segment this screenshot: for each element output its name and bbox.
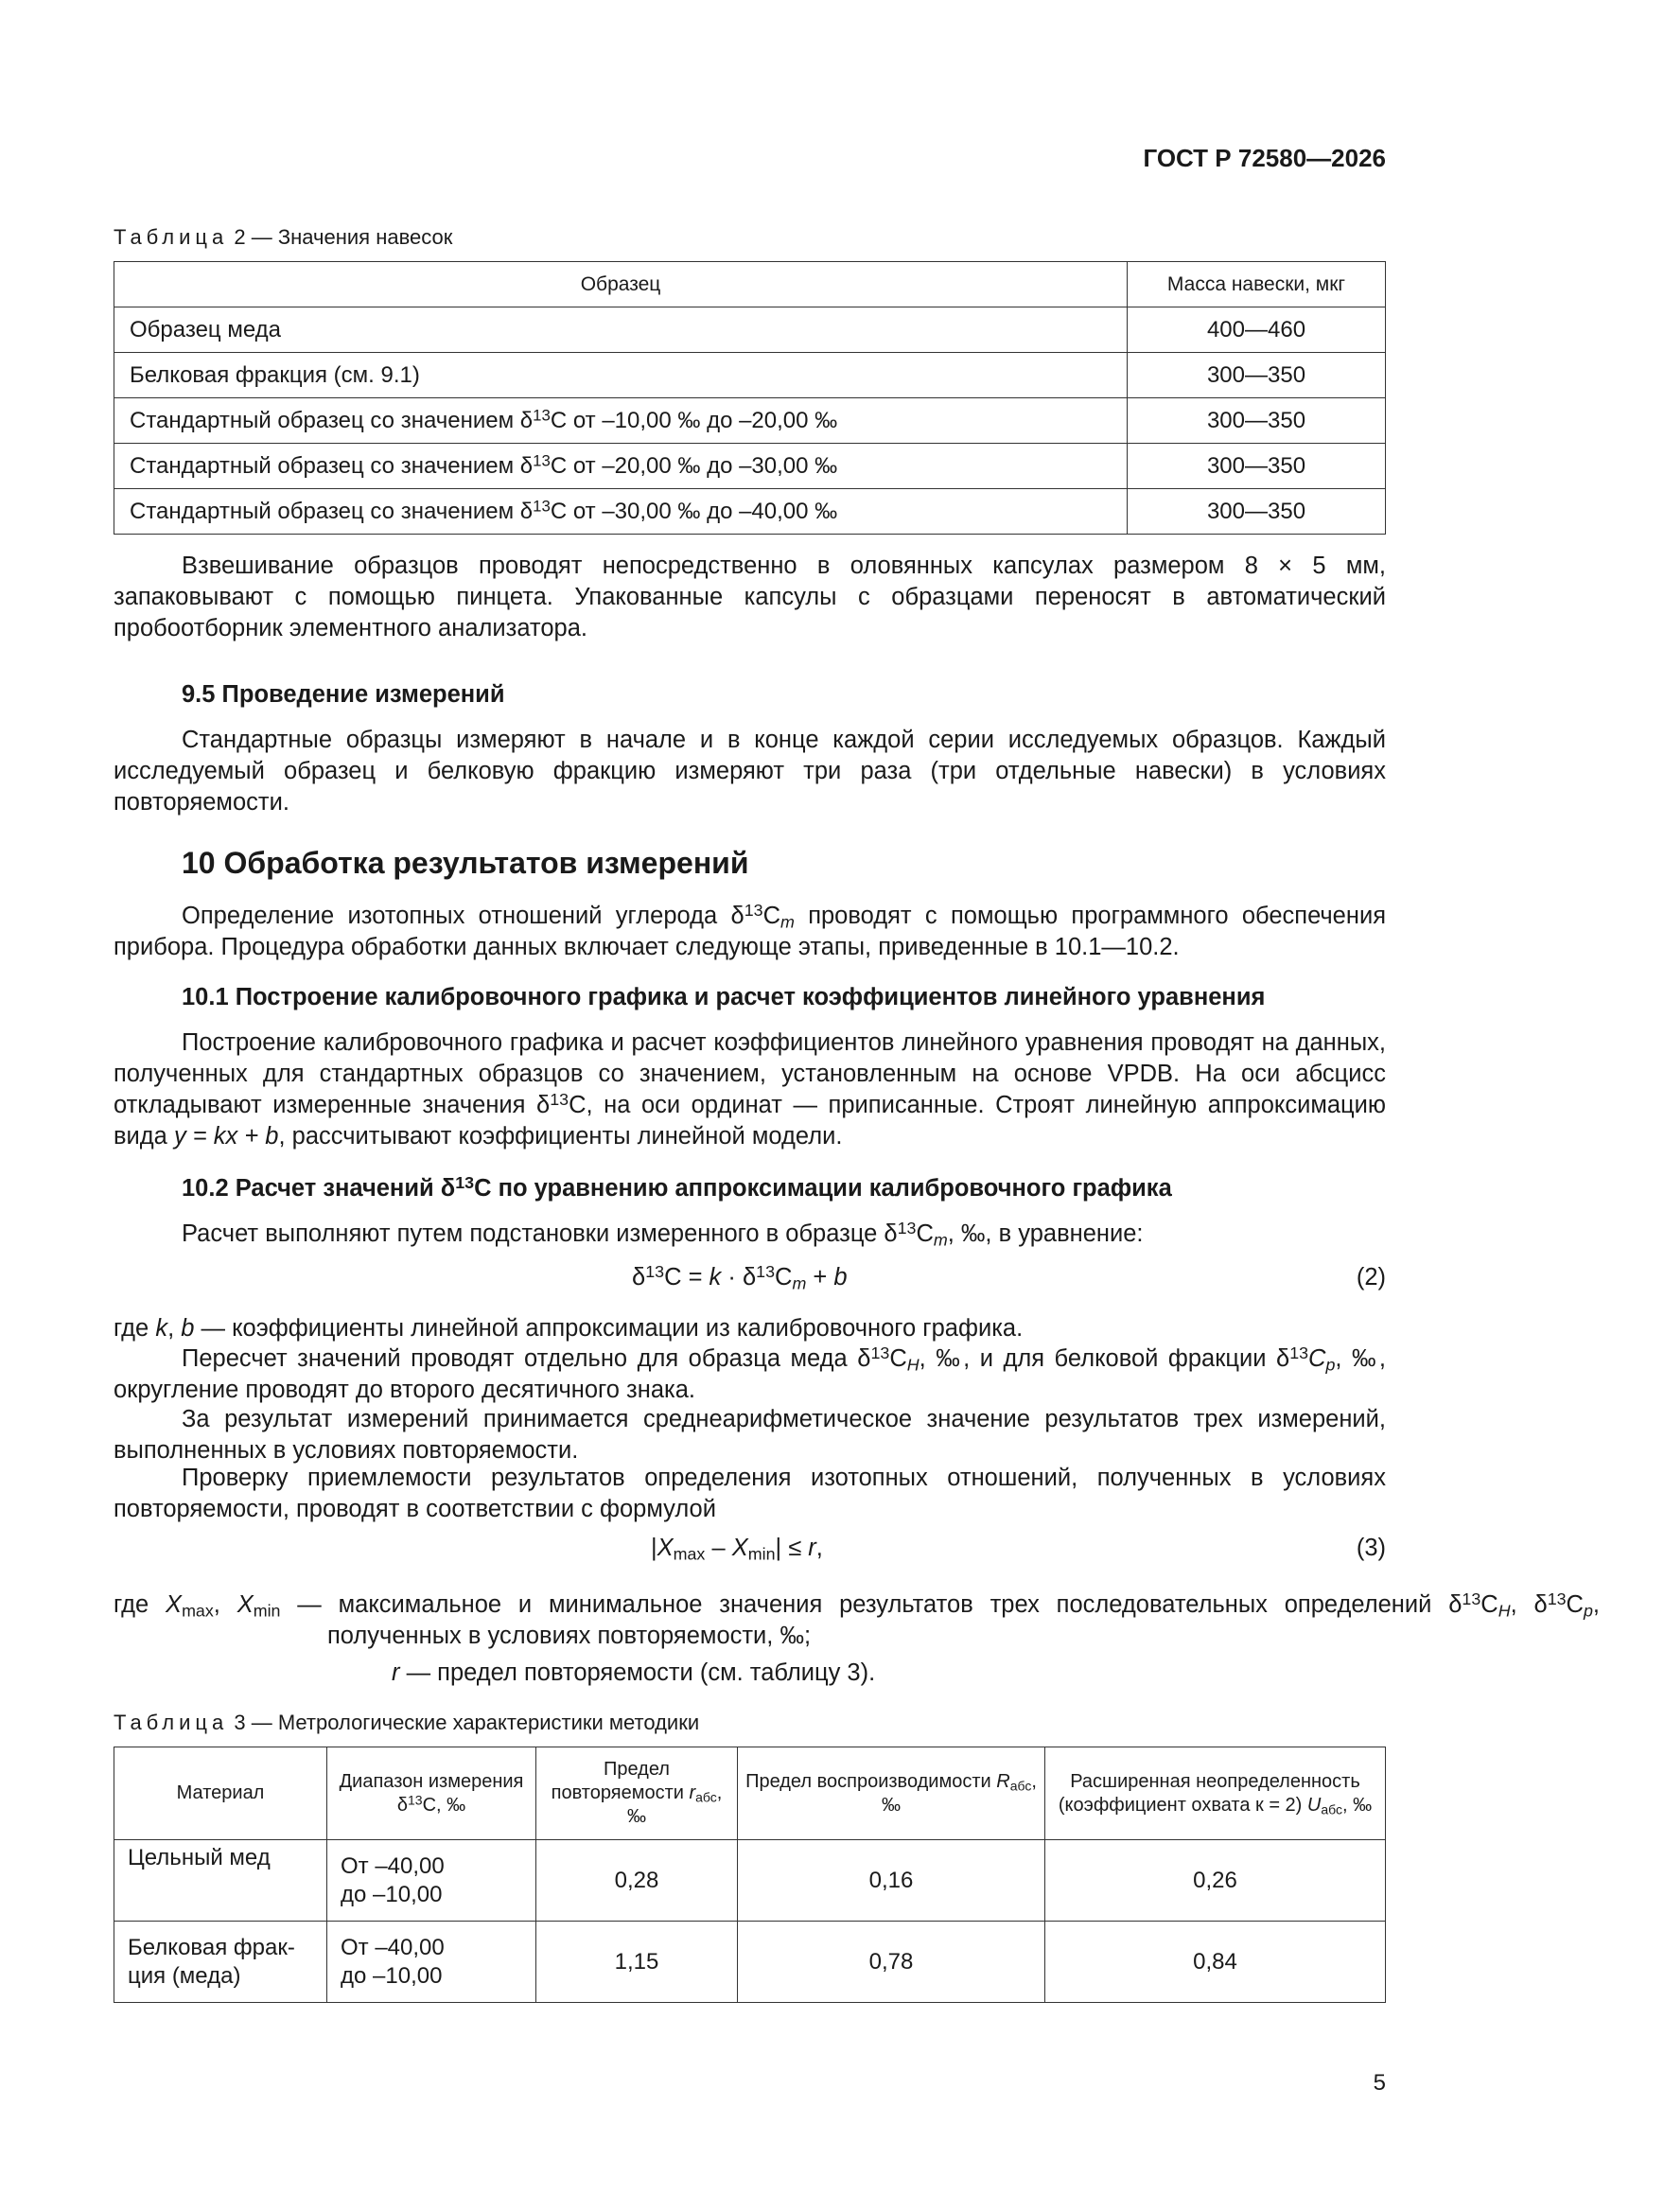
material-cell: Цельный мед [114,1840,327,1922]
paragraph-weighing: Взвешивание образцов проводят непосредственно в оловянных капсулах размером 8 × 5 мм, запаковывают с помощью пинцета. Упакованные капсулы с образцами переносят в автоматический пробоотборник элементного анализатора. [114,553,1386,641]
col-range: Диапазон измерения $\delta^{13}C$, ‰ [327,1747,536,1840]
col-mass: Масса навески, мкг [1128,262,1386,307]
reproducibility-cell: 0,78 [738,1922,1045,2003]
sample-mass: 300—350 [1128,398,1386,444]
where-k-b: где k, b — коэффициенты линейной аппроксимации из калибровочного графика. [114,1315,1024,1342]
col-sample: Образец [114,262,1128,307]
table3-header-row [114,1747,1386,1840]
uncertainty-cell: 0,84 [1045,1922,1386,2003]
section-10-2-title: 10.2 Расчет значений $\delta^{13}С$ по уравнению аппроксимации калибровочного графика [182,1172,1172,1202]
result-paragraph: За результат измерений принимается среднеарифметическое значение результатов трех измерений, выполненных в условиях повторяемости. [114,1406,1386,1464]
table2 [114,261,1386,535]
where-r: r — предел повторяемости (см. таблицу 3). [392,1659,876,1686]
reproducibility-cell: 0,16 [738,1840,1045,1922]
range-cell: От –40,00 до –10,00 [327,1922,536,2003]
table3 [114,1747,1386,2003]
sample-mass: 300—350 [1128,444,1386,489]
material-cell: Белковая фрак- ция (меда) [114,1922,327,2003]
sample-name: Белковая фракция (см. 9.1) [114,353,1128,398]
where-xmax-xmin: где $X_{max}$, $X_{min}$ — максимальное и минимальное значения результатов трех последовательных определений $\delta^{13}C_H$, $\delta^{13}C_p$, полученных в условиях повторяемости, ‰; [114,1589,1600,1649]
table-row [114,1922,1386,2003]
table-row [114,398,1386,444]
repeatability-cell: 1,15 [536,1922,738,2003]
section-9-5-text: Стандартные образцы измеряют в начале и в конце каждой серии исследуемых образцов. Каждый исследуемый образец и белковую фракцию измеряют три раза (три отдельные навески) в условиях повторяемости. [114,727,1386,816]
table3-caption: Таблица 3 — Метрологические характеристики методики [114,1711,700,1734]
document-id: ГОСТ Р 72580—2026 [1143,144,1386,172]
col-material: Материал [114,1747,327,1840]
repeatability-cell: 0,28 [536,1840,738,1922]
col-reproducibility: Предел воспроизводимости $R_{абс}$, ‰ [738,1747,1045,1840]
section-9-5-title: 9.5 Проведение измерений [182,681,505,708]
col-repeatability: Предел повторяемости $r_{абс}$, ‰ [536,1747,738,1840]
formula-3-number: (3) [1356,1535,1386,1561]
sample-mass: 400—460 [1128,307,1386,353]
table2-caption: Таблица 2 — Значения навесок [114,225,453,249]
section-10-1-title: 10.1 Построение калибровочного графика и расчет коэффициентов линейного уравнения [182,984,1266,1010]
section-10-text: Определение изотопных отношений углерода $\delta^{13}C_m$ проводят с помощью программного обеспечения прибора. Процедура обработки данных включает следующе этапы, приведенные в 10.1—10.2. [114,900,1386,960]
table-row [114,1840,1386,1922]
uncertainty-cell: 0,26 [1045,1840,1386,1922]
table-row [114,307,1386,353]
recalc-paragraph: Пересчет значений проводят отдельно для образца меда $\delta^{13}C_H$, ‰, и для белковой фракции $\delta^{13}C_p$, ‰, округление проводят до второго десятичного знака. [114,1343,1387,1403]
sample-mass: 300—350 [1128,489,1386,535]
section-10-1-text: Построение калибровочного графика и расчет коэффициентов линейного уравнения проводят на данных, полученных для стандартных образцов со значением, установленным на основе VPDB. На оси абсцисс откладывают измеренные значения $\delta^{13}С$, на оси ординат — приписанные. Строят линейную аппроксимацию вида y = kx + b, рассчитывают коэффициенты линейной модели. [114,1029,1387,1150]
sample-name: Стандартный образец со значением $\delta^{13}С$ от –30,00 ‰ до –40,00 ‰ [114,489,1128,535]
table-row [114,444,1386,489]
sample-mass: 300—350 [1128,353,1386,398]
section-10-title: 10 Обработка результатов измерений [182,846,749,880]
section-10-2-text: Расчет выполняют путем подстановки измеренного в образце $\delta^{13}C_m$, ‰, в уравнение: [182,1218,1144,1250]
range-cell: От –40,00 до –10,00 [327,1840,536,1922]
formula-3-expression: $|X_{max} - X_{min}| \le r$, [651,1535,823,1564]
sample-name: Стандартный образец со значением $\delta^{13}С$ от –20,00 ‰ до –30,00 ‰ [114,444,1128,489]
table-row [114,353,1386,398]
table2-header-row [114,262,1386,307]
formula-2-expression: $\delta^{13}C = k \cdot \delta^{13}C_m + b$ [632,1261,848,1293]
sample-name: Стандартный образец со значением $\delta^{13}С$ от –10,00 ‰ до –20,00 ‰ [114,398,1128,444]
col-uncertainty: Расширенная неопределенность (коэффициент охвата к = 2) $U_{абс}$, ‰ [1045,1747,1386,1840]
sample-name: Образец меда [114,307,1128,353]
acceptance-paragraph: Проверку приемлемости результатов определения изотопных отношений, полученных в условиях повторяемости, проводят в соответствии с формулой [114,1465,1386,1522]
page-number: 5 [1373,2070,1386,2096]
formula-2-number: (2) [1356,1264,1386,1290]
table-row [114,489,1386,535]
